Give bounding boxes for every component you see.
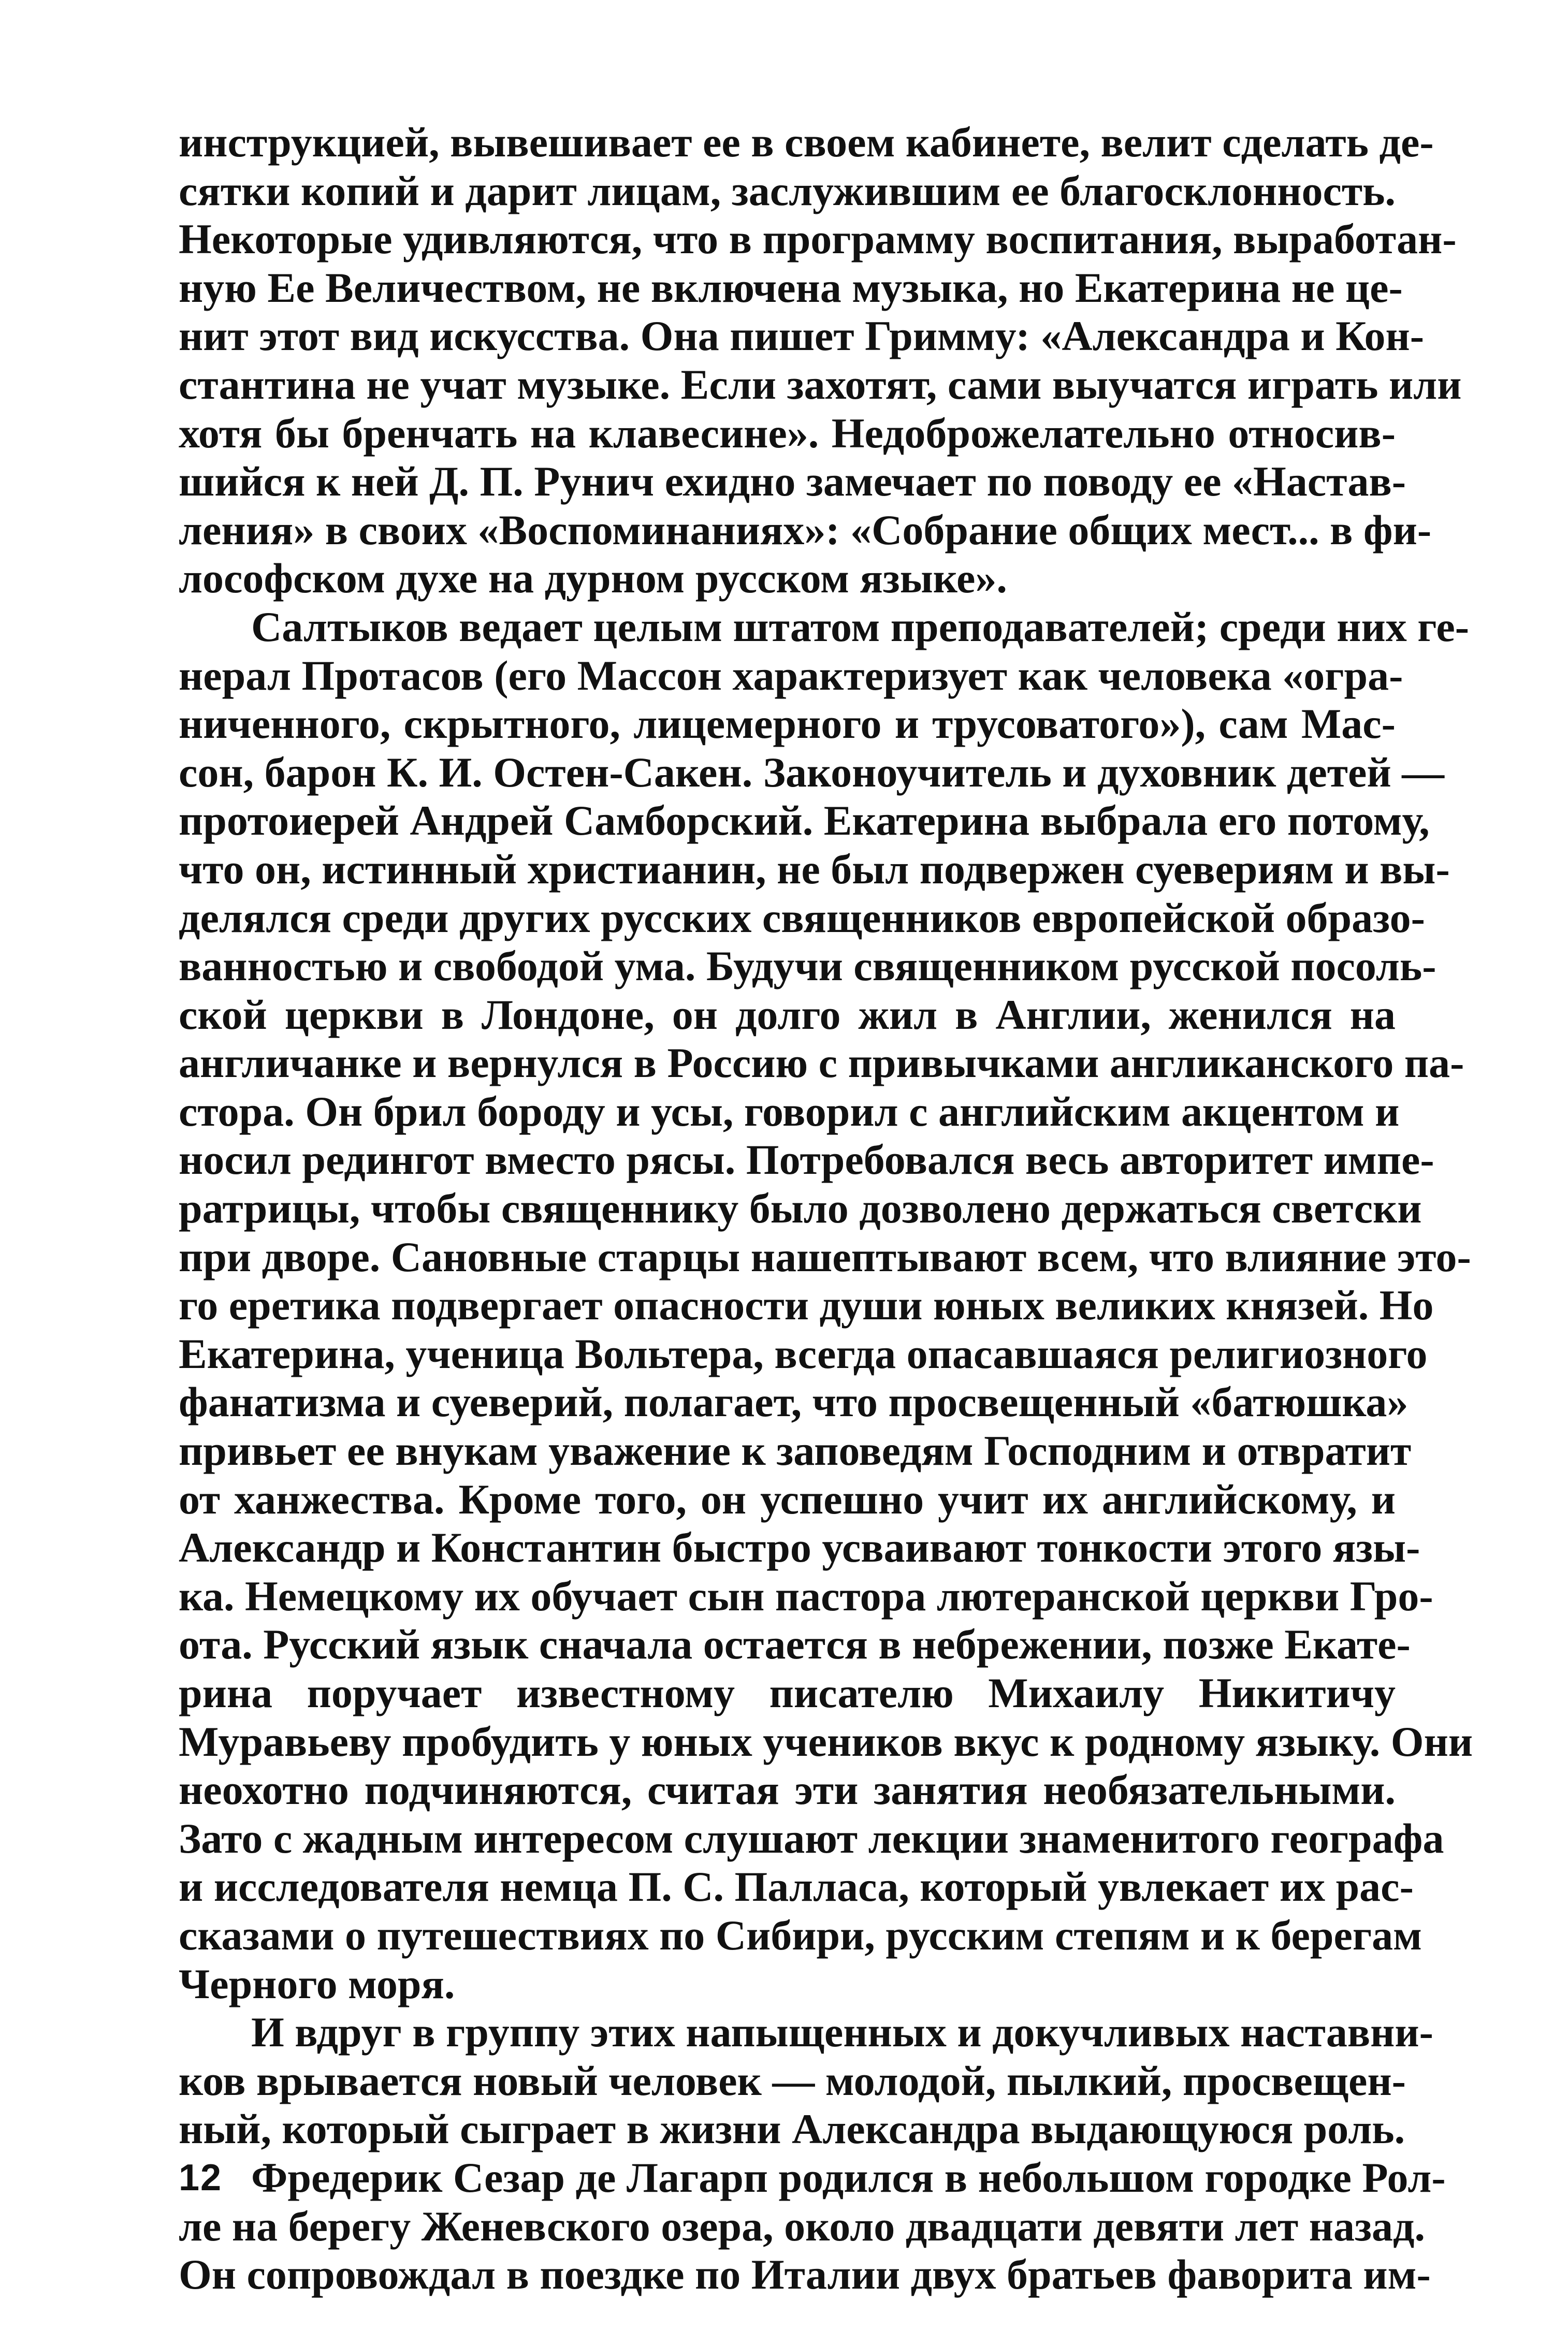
text-line: ка. Немецкому их обучает сын пастора лютеранской церкви Гро- — [179, 1572, 1433, 1620]
text-line: сятки копий и дарит лицам, заслужившим ее благосклонность. — [179, 167, 1396, 214]
text-line: стора. Он брил бороду и усы, говорил с английским акцентом и — [179, 1087, 1400, 1135]
text-line: неохотно подчиняются, считая эти занятия необязательными. — [179, 1766, 1396, 1814]
text-line: Александр и Константин быстро усваивают тонкости этого язы- — [179, 1524, 1420, 1571]
text-line: Салтыков ведает целым штатом преподавателей; среди них ге- — [251, 603, 1470, 650]
text-line: и исследователя немца П. С. Палласа, который увлекает их рас- — [179, 1863, 1414, 1911]
paragraph — [179, 2008, 1433, 2153]
paragraph — [179, 603, 1473, 2008]
text-line: ота. Русский язык сначала остается в небрежении, позже Екате- — [179, 1621, 1411, 1668]
text-line: сон, барон К. И. Остен-Сакен. Законоучитель и духовник детей — — [179, 748, 1445, 796]
text-line: ратрицы, чтобы священнику было дозволено держаться светски — [179, 1185, 1422, 1232]
text-line: что он, истинный христианин, не был подвержен суевериям и вы- — [179, 845, 1450, 893]
text-line: хотя бы бренчать на клавесине». Недоброжелательно относив- — [179, 409, 1396, 457]
text-line: нерал Протасов (его Массон характеризует как человека «огра- — [179, 651, 1403, 699]
text-line: Екатерина, ученица Вольтера, всегда опасавшаяся религиозного — [179, 1330, 1428, 1377]
text-line: ской церкви в Лондоне, он долго жил в Англии, женился на — [179, 991, 1396, 1038]
text-line: ную Ее Величеством, не включена музыка, но Екатерина не це- — [179, 264, 1403, 311]
body-text — [179, 118, 1473, 2299]
text-line: ванностью и свободой ума. Будучи священником русской посоль- — [179, 942, 1436, 990]
text-line: протоиерей Андрей Самборский. Екатерина выбрала его потому, — [179, 797, 1430, 845]
text-line: лософском духе на дурном русском языке». — [179, 555, 1007, 602]
text-line: ков врывается новый человек — молодой, пылкий, просвещен- — [179, 2057, 1406, 2104]
text-line: ниченного, скрытного, лицемерного и трусоватого»), сам Мас- — [179, 700, 1396, 748]
text-line: делялся среди других русских священников европейской образо- — [179, 894, 1425, 941]
text-line: Зато с жадным интересом слушают лекции знаменитого географа — [179, 1814, 1444, 1862]
text-line: Фредерик Сезар де Лагарп родился в небольшом городке Рол- — [251, 2153, 1446, 2201]
text-line: при дворе. Сановные старцы нашептывают всем, что влияние это- — [179, 1233, 1471, 1280]
text-line: носил редингот вместо рясы. Потребовался весь авторитет импе- — [179, 1136, 1434, 1184]
text-line: стантина не учат музыке. Если захотят, сами выучатся играть или — [179, 360, 1462, 408]
text-line: Некоторые удивляются, что в программу воспитания, выработан- — [179, 215, 1457, 263]
text-line: фанатизма и суеверий, полагает, что просвещенный «батюшка» — [179, 1378, 1409, 1426]
paragraph — [179, 118, 1462, 603]
text-line: ления» в своих «Воспоминаниях»: «Собрание общих мест... в фи- — [179, 506, 1432, 554]
text-line: инструкцией, вывешивает ее в своем кабинете, велит сделать де- — [179, 119, 1434, 166]
text-line: го еретика подвергает опасности души юных великих князей. Но — [179, 1282, 1434, 1329]
text-line: И вдруг в группу этих напыщенных и докучливых наставни- — [251, 2008, 1433, 2056]
text-line: нит этот вид искусства. Она пишет Гримму: «Александра и Кон- — [179, 312, 1425, 360]
text-line: Он сопровождал в поездке по Италии двух братьев фаворита им- — [179, 2251, 1431, 2298]
text-line: Черного моря. — [179, 1960, 455, 2007]
text-line: ле на берегу Женевского озера, около двадцати девяти лет назад. — [179, 2202, 1425, 2250]
text-line: рина поручает известному писателю Михаилу Никитичу — [179, 1669, 1396, 1716]
text-line: привьет ее внукам уважение к заповедям Господним и отвратит — [179, 1427, 1412, 1475]
text-line: англичанке и вернулся в Россию с привычками англиканского па- — [179, 1039, 1464, 1087]
text-line: сказами о путешествиях по Сибири, русским степям и к берегам — [179, 1911, 1422, 1959]
page-number: 12 — [179, 2157, 223, 2199]
text-line: шийся к ней Д. П. Рунич ехидно замечает по поводу ее «Настав- — [179, 458, 1406, 505]
text-line: ный, который сыграет в жизни Александра выдающуюся роль. — [179, 2105, 1405, 2153]
paragraph — [179, 2153, 1446, 2299]
text-line: от ханжества. Кроме того, он успешно учит их английскому, и — [179, 1475, 1396, 1523]
text-line: Муравьеву пробудить у юных учеников вкус к родному языку. Они — [179, 1717, 1473, 1765]
